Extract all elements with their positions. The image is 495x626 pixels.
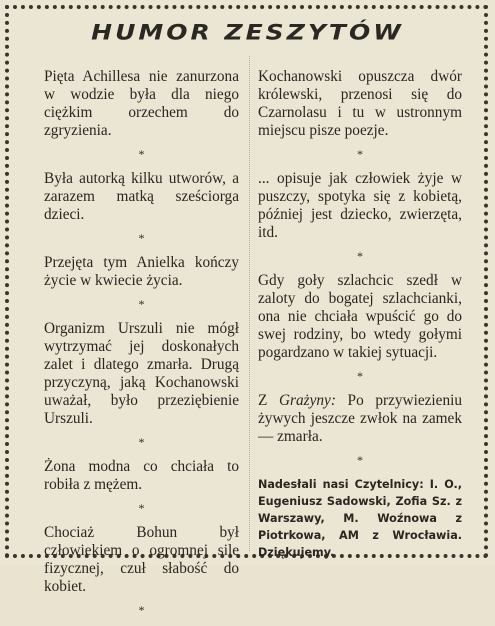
star-separator: * — [357, 369, 363, 383]
joke-paragraph: Przejęta tym Anielka kończy życie w kwiecie życia. — [44, 254, 239, 289]
star-separator: * — [357, 249, 363, 263]
left-column — [44, 68, 239, 626]
joke-paragraph: Organizm Urszuli nie mógł wytrzymać jej doskonałych zalet i dlatego zmarła. Drugą przyczyną, jaką Kochanowski uważał, było przeziębienie Urszuli. — [44, 320, 239, 427]
joke-paragraph: Kochanowski opuszcza dwór królewski, przenosi się do Czarnolasu i tu w ustronnym miejscu pisze poezje. — [258, 68, 462, 139]
reader-credits: Nadesłali nasi Czytelnicy: I. O., Eugeniusz Sadowski, Zofia Sz. z Warszawy, M. Woźnowa z Piotrkowa, AM z Wrocławia. Dziękujemy. — [258, 478, 462, 559]
star-separator: * — [138, 435, 145, 449]
joke-paragraph: Była autorką kilku utworów, a zarazem matką sześciorga dzieci. — [44, 170, 239, 223]
star-separator: * — [357, 453, 363, 467]
joke-paragraph: Żona modna co chciała to robiła z mężem. — [44, 458, 239, 493]
grazyna-title: Grażyny: — [278, 392, 336, 409]
joke-paragraph: Gdy goły szlachcic szedł w zaloty do bogatej szlachcianki, ona nie chciała wpuścić go do swej rodziny, bo wtedy gołymi pogardzano w takiej sytuacji. — [258, 272, 462, 361]
star-separator: * — [138, 147, 145, 161]
joke-paragraph: ... opisuje jak człowiek żyje w puszczy, spotyka się z kobietą, później jest dziecko, zwierzęta, itd. — [258, 170, 462, 241]
joke-paragraph: Pięta Achillesa nie zanurzona w wodzie była dla niego ciężkim orzechem do zgryzienia. — [44, 68, 239, 139]
joke-paragraph: Chociaż Bohun był człowiekiem o ogromnej sile fizycznej, czuł słabość do kobiet. — [44, 524, 239, 595]
page-title: HUMOR ZESZYTÓW — [91, 20, 404, 45]
joke-paragraph-grazyna — [258, 392, 462, 446]
grazyna-prefix: Z — [258, 392, 279, 409]
right-column — [258, 68, 462, 561]
star-separator: * — [357, 147, 363, 161]
star-separator: * — [138, 501, 145, 515]
grazyna-text: Po przywiezieniu żywych jeszcze zwłok na zamek — zmarła. — [258, 392, 462, 445]
star-separator: * — [138, 297, 145, 311]
star-separator: * — [138, 231, 145, 245]
star-separator: * — [138, 603, 145, 617]
column-separator — [249, 56, 250, 551]
